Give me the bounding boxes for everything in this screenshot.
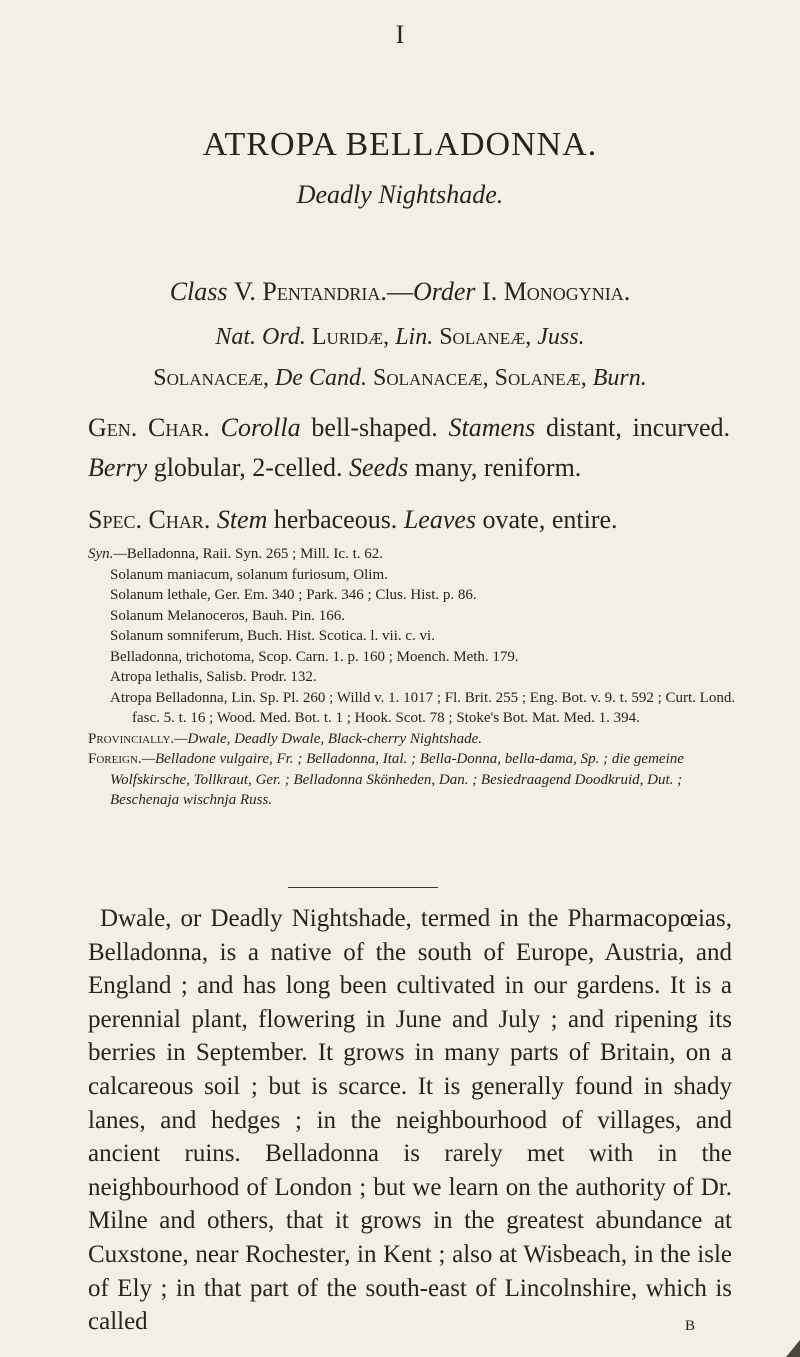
syn-label: Syn.—	[88, 546, 127, 562]
gen-seeds-text: many, reniform.	[414, 453, 582, 482]
synonym-line: Solanum Melanoceros, Bauh. Pin. 166.	[110, 607, 345, 624]
nat-ord-lin: Lin.	[395, 324, 434, 350]
class-label: Class	[169, 277, 228, 306]
synonym-line: Atropa lethalis, Salisb. Prodr. 132.	[110, 669, 317, 685]
common-name-subtitle: Deadly Nightshade.	[296, 180, 504, 209]
synonym-line: Solanum lethale, Ger. Em. 340 ; Park. 346 ; Clus. Hist. p. 86.	[110, 587, 477, 603]
page-number: I	[395, 20, 405, 49]
spec-char-label: Spec. Char.	[88, 505, 211, 534]
gen-stamens-text: distant, incurved.	[545, 413, 731, 442]
synonym-text: Belladonna, Raii. Syn. 265 ; Mill. Ic. t. 62.	[126, 546, 383, 562]
provincially-text: —Dwale, Deadly Dwale, Black-cherry Nightshade.	[174, 730, 483, 747]
nat-ord-solaneae: Solaneæ,	[439, 324, 532, 350]
spec-stem-text: herbaceous.	[273, 505, 398, 534]
linnaean-classification	[0, 277, 800, 307]
order-label: Order	[412, 277, 476, 306]
gen-seeds: Seeds	[349, 453, 409, 482]
gen-corolla: Corolla	[220, 413, 301, 442]
nat-ord-solanaceae-solaneae: Solanaceæ, Solaneæ,	[372, 365, 587, 391]
nat-ord-juss: Juss.	[537, 324, 585, 350]
nat-ord-luridae: Luridæ,	[311, 324, 390, 350]
signature-mark: B	[685, 1318, 696, 1334]
nat-ord-de-cand: De Cand.	[274, 365, 367, 391]
nat-ord-label: Nat. Ord.	[215, 324, 306, 350]
synonym-line: Belladonna, trichotoma, Scop. Carn. 1. p. 160 ; Moench. Meth. 179.	[110, 648, 519, 665]
gen-berry-text: globular, 2-celled.	[153, 453, 343, 482]
foreign-text: —Belladone vulgaire, Fr. ; Belladonna, Ital. ; Bella-Donna, bella-dama, Sp. ; die gemeine Wolfskirsche, Tollkraut, Ger. ; Belladonna Skönheden, Dan. ; Besiedraagend Doodkruid, Dut. ; Beschenaja wischnja Russ.	[110, 751, 684, 808]
body-text	[88, 902, 732, 1339]
spec-stem: Stem	[216, 505, 268, 534]
specific-character	[88, 500, 730, 540]
gen-berry: Berry	[88, 453, 148, 482]
provincially-label: Provincially.	[88, 730, 175, 747]
nat-ord-solanaceae: Solanaceæ,	[153, 365, 269, 391]
synonym-line: Atropa Belladonna, Lin. Sp. Pl. 260 ; Willd v. 1. 1017 ; Fl. Brit. 255 ; Eng. Bot. v. 9. t. 592 ; Curt. Lond. fasc. 5. t. 16 ; Wood. Med. Bot. t. 1 ; Hook. Scot. 78 ; Stoke's Bot. Mat. Med. 1. 394.	[110, 689, 736, 726]
foreign-label: Foreign.	[88, 751, 142, 767]
page-corner-shadow	[786, 1340, 800, 1357]
generic-character	[88, 408, 730, 488]
nat-ord-burn: Burn.	[592, 365, 647, 391]
gen-stamens: Stamens	[448, 413, 536, 442]
foreign-names	[88, 749, 748, 811]
class-value: V. Pentandria.	[234, 277, 387, 306]
body-paragraph: Dwale, or Deadly Nightshade, termed in the Pharmacopœias, Belladonna, is a native of the south of Europe, Austria, and England ; and has long been cultivated in our gardens. It is a perennial plant, flowering in June and July ; and ripening its berries in September. It grows in many parts of Britain, on a calcareous soil ; but is scarce. It is generally found in shady lanes, and hedges ; in the neighbourhood of villages, and ancient ruins. Belladonna is rarely met with in the neighbourhood of London ; but we learn on the authority of Dr. Milne and others, that it grows in the greatest abundance at Cuxstone, near Rochester, in Kent ; also at Wisbeach, in the isle of Ely ; in that part of the south-east of Lincolnshire, which is called	[88, 905, 732, 1336]
plant-title: ATROPA BELLADONNA.	[202, 126, 598, 163]
synonyms-block	[88, 544, 748, 811]
gen-corolla-text: bell-shaped.	[311, 413, 438, 442]
spec-leaves: Leaves	[403, 505, 477, 534]
natural-order-line-1	[0, 324, 800, 351]
provincial-names	[88, 729, 748, 750]
natural-order-line-2	[0, 365, 800, 392]
order-value: I. Monogynia.	[482, 277, 631, 306]
spec-leaves-text: ovate, entire.	[482, 505, 618, 534]
synonym-line: Solanum somniferum, Buch. Hist. Scotica. l. vii. c. vi.	[110, 628, 435, 644]
synonym-line	[88, 544, 748, 565]
synonym-line: Solanum maniacum, solanum furiosum, Olim.	[110, 566, 388, 583]
gen-char-label: Gen. Char.	[88, 413, 210, 442]
section-divider	[288, 887, 438, 888]
class-dash: —	[386, 277, 413, 306]
